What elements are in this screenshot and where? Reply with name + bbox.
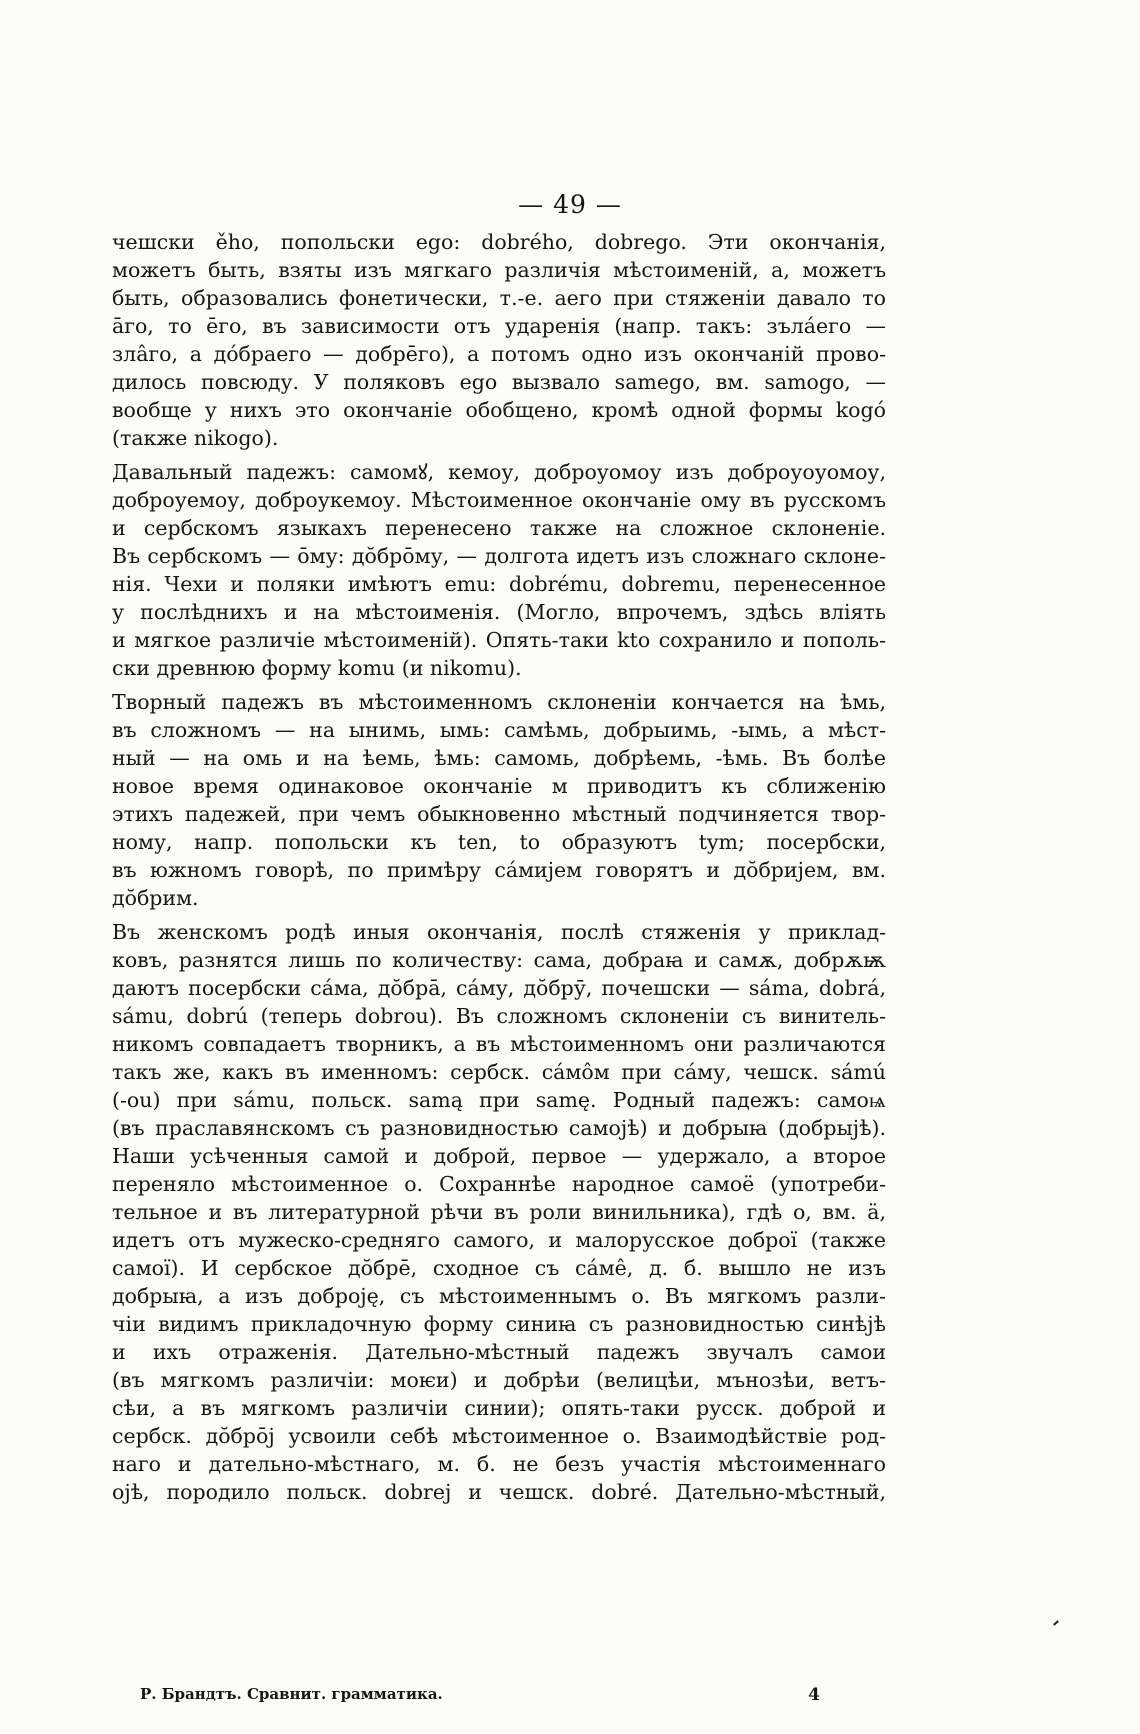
text-line: идетъ отъ мужеско-средняго самого, и малорусское доброї (также xyxy=(112,1228,886,1252)
paragraph-3 xyxy=(112,688,886,912)
text-line: переняло мѣстоименное о. Сохраннѣе народное самоё (употреби- xyxy=(112,1172,886,1196)
text-line: злâго, а дóбраего — добрēго), а потомъ одно изъ окончаній прово- xyxy=(112,342,886,366)
text-line: дилось повсюду. У поляковъ ego вызвало samego, вм. samogo, — xyxy=(112,370,886,394)
text-line: можетъ быть, взяты изъ мягкаго различія мѣстоименій, а, можетъ xyxy=(112,258,886,282)
text-line: и мягкое различіе мѣстоименій). Опять-таки kto сохранило и пополь- xyxy=(112,628,886,652)
text-line: чешски ěho, попольски ego: dobrého, dobrego. Эти окончанія, xyxy=(112,230,886,254)
footer-source: Р. Брандтъ. Сравнит. грамматика. xyxy=(140,1685,443,1703)
text-line: чіи видимъ прикладочную форму синиꙗ съ разновидностью синѣjѣ xyxy=(112,1312,886,1336)
text-line: (также nikogo). xyxy=(112,426,279,450)
text-line: самої). И сербское дŏбрē, сходное съ сáмê, д. б. вышло не изъ xyxy=(112,1256,886,1280)
text-line: и ихъ отраженія. Дательно-мѣстный падежъ звучалъ самои xyxy=(112,1340,886,1364)
text-line: āго, то ēго, въ зависимости отъ ударенія (напр. такъ: зълáего — xyxy=(112,314,886,338)
text-line: у послѣднихъ и на мѣстоименія. (Могло, впрочемъ, здѣсь вліять xyxy=(112,600,886,624)
text-line: вообще у нихъ это окончаніе обобщено, кромѣ одной формы kogó xyxy=(112,398,886,422)
text-line: этихъ падежей, при чемъ обыкновенно мѣстный подчиняется твор- xyxy=(112,802,886,826)
text-line: въ сложномъ — на ынимь, ымь: самѣмь, добрыимь, -ымь, а мѣст- xyxy=(112,718,886,742)
text-line: добрыꙗ, а изъ добројę, съ мѣстоименнымъ о. Въ мягкомъ разли- xyxy=(112,1284,886,1308)
paragraph-4 xyxy=(112,918,886,1506)
paragraph-2 xyxy=(112,458,886,682)
text-line: sámu, dobrú (теперь dobrou). Въ сложномъ склоненіи съ винитель- xyxy=(112,1004,886,1028)
text-line: и сербскомъ языкахъ перенесено также на сложное склоненіе. xyxy=(112,516,886,540)
text-line: тельное и въ литературной рѣчи въ роли винильника), гдѣ о, вм. ä, xyxy=(112,1200,886,1224)
page-number: — 49 — xyxy=(518,190,622,219)
text-line: ному, напр. попольски къ ten, to образуютъ tym; посербски, xyxy=(112,830,886,854)
text-line: доброуемоу, доброукемоу. Мѣстоименное окончаніе ому въ русскомъ xyxy=(112,488,886,512)
text-line: нія. Чехи и поляки имѣютъ emu: dobrému, dobremu, перенесенное xyxy=(112,572,886,596)
text-line: новое время одинаковое окончаніе м приводитъ къ сближенію xyxy=(112,774,886,798)
scan-speck xyxy=(1053,1620,1059,1625)
text-line: сербск. дŏбрōj усвоили себѣ мѣстоименное о. Взаимодѣйствіе род- xyxy=(112,1424,886,1448)
text-line: Въ сербскомъ — ōму: дŏбрōму, — долгота идетъ изъ сложнаго склоне- xyxy=(112,544,886,568)
body-text xyxy=(112,228,886,1506)
text-line: (-ou) при sámu, польск. samą при samę. Родный падежъ: самоѩ xyxy=(112,1088,886,1112)
text-line: ковъ, разнятся лишь по количеству: сама, добраꙗ и самѫ, добрѫѭ xyxy=(112,948,886,972)
text-line: ски древнюю форму komu (и nikomu). xyxy=(112,656,522,680)
text-line: Давальный падежъ: самомꙋ, кемоу, доброуомоу изъ доброуоуомоу, xyxy=(112,460,886,484)
text-line: наго и дательно-мѣстнаго, м. б. не безъ участія мѣстоименнаго xyxy=(112,1452,886,1476)
text-line: дŏбрим. xyxy=(112,886,199,910)
page-footer xyxy=(140,1685,830,1703)
text-line: (въ мягкомъ различіи: моѥи) и добрѣи (велицѣи, мънозѣи, ветъ- xyxy=(112,1368,886,1392)
text-line: ојѣ, породило польск. dobrej и чешск. dobré. Дательно-мѣстный, xyxy=(112,1480,886,1504)
paragraph-1 xyxy=(112,228,886,452)
text-line: даютъ посербски сáма, дŏбра̄, сáму, дŏбрӯ, почешски — sáma, dobrá, xyxy=(112,976,886,1000)
text-line: Творный падежъ въ мѣстоименномъ склоненіи кончается на ѣмь, xyxy=(112,690,886,714)
text-line: Наши усѣченныя самой и доброй, первое — удержало, а второе xyxy=(112,1144,886,1168)
text-line: ный — на омь и на ѣемь, ѣмь: самомь, добрѣемь, -ѣмь. Въ болѣе xyxy=(112,746,886,770)
text-line: сѣи, а въ мягкомъ различіи синии); опять-таки русск. доброй и xyxy=(112,1396,886,1420)
text-line: (въ праславянскомъ съ разновидностью самоjѣ) и добрыꙗ (добрыjѣ). xyxy=(112,1116,886,1140)
signature-mark: 4 xyxy=(808,1685,820,1705)
text-line: никомъ совпадаетъ творникъ, а въ мѣстоименномъ они различаются xyxy=(112,1032,886,1056)
text-line: Въ женскомъ родѣ иныя окончанія, послѣ стяженія у приклад- xyxy=(112,920,886,944)
text-line: въ южномъ говорѣ, по примѣру сáмијем говорятъ и дŏбријем, вм. xyxy=(112,858,886,882)
text-line: такъ же, какъ въ именномъ: сербск. сáмôм при сáму, чешск. sámú xyxy=(112,1060,886,1084)
text-line: быть, образовались фонетически, т.-е. аего при стяженіи давало то xyxy=(112,286,886,310)
